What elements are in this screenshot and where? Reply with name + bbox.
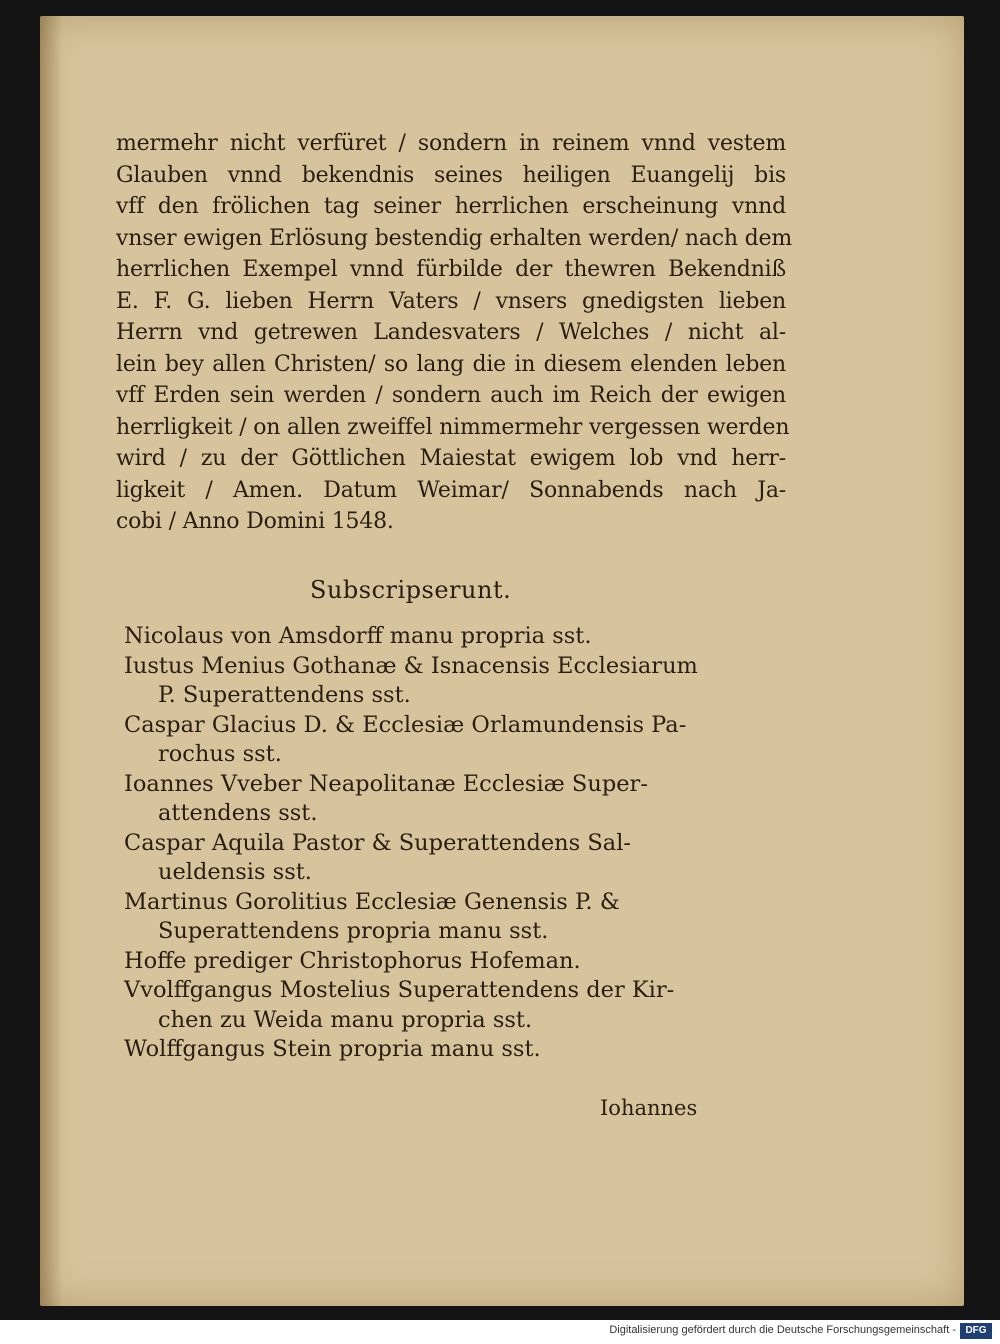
subscriber-line: Caspar Glacius D. & Ecclesiæ Orlamundensis Pa- bbox=[124, 711, 687, 738]
subscriber-line: Iustus Menius Gothanæ & Isnacensis Ecclesiarum bbox=[124, 652, 698, 679]
body-line: ligkeit / Amen. Datum Weimar/ Sonnabends nach Ja- bbox=[116, 477, 786, 503]
footer-bar bbox=[0, 1320, 1000, 1344]
subscriber-line: chen zu Weida manu propria sst. bbox=[158, 1006, 533, 1033]
subscriber-line: attendens sst. bbox=[158, 800, 318, 826]
funding-credit: Digitalisierung gefördert durch die Deutsche Forschungsgemeinschaft - bbox=[609, 1324, 956, 1336]
body-line: vnser ewigen Erlösung bestendig erhalten werden/ nach dem bbox=[116, 225, 793, 251]
subscriber-line: Wolffgangus Stein propria manu sst. bbox=[124, 1036, 541, 1062]
body-line: lein bey allen Christen/ so lang die in diesem elenden leben bbox=[116, 351, 786, 377]
body-line: herrligkeit / on allen zweiffel nimmermehr vergessen werden bbox=[116, 414, 790, 440]
body-text bbox=[116, 128, 793, 538]
body-line: Herrn vnd getrewen Landesvaters / Welches / nicht al- bbox=[116, 320, 786, 345]
body-line: herrlichen Exempel vnnd fürbilde der thewren Bekendniß bbox=[116, 257, 786, 282]
book-page bbox=[40, 16, 964, 1306]
subscriber-line: Hoffe prediger Christophorus Hofeman. bbox=[124, 947, 581, 974]
subscriber-line: rochus sst. bbox=[158, 741, 282, 767]
subscriber-line: Nicolaus von Amsdorff manu propria sst. bbox=[124, 623, 592, 649]
body-line: mermehr nicht verfüret / sondern in reinem vnnd vestem bbox=[116, 131, 786, 156]
body-line: wird / zu der Göttlichen Maiestat ewigem lob vnd herr- bbox=[116, 446, 786, 471]
subscriber-line: ueldensis sst. bbox=[158, 859, 312, 885]
body-line: cobi / Anno Domini 1548. bbox=[116, 509, 394, 534]
subscriber-line: Caspar Aquila Pastor & Superattendens Sal- bbox=[124, 829, 631, 856]
body-line: E. F. G. lieben Herrn Vaters / vnsers gnedigsten lieben bbox=[116, 288, 786, 314]
catchword: Iohannes bbox=[600, 1096, 698, 1120]
subscriber-line: Ioannes Vveber Neapolitanæ Ecclesiæ Super- bbox=[124, 770, 648, 797]
dfg-logo-icon: DFG bbox=[960, 1323, 992, 1339]
body-line: vff den frölichen tag seiner herrlichen erscheinung vnnd bbox=[116, 194, 786, 219]
subscriber-list bbox=[124, 622, 764, 1065]
section-heading: Subscripserunt. bbox=[310, 576, 512, 604]
body-line: vff Erden sein werden / sondern auch im Reich der ewigen bbox=[116, 383, 786, 408]
subscriber-line: Martinus Gorolitius Ecclesiæ Genensis P. & bbox=[124, 888, 620, 915]
body-line: Glauben vnnd bekendnis seines heiligen Euangelij bis bbox=[116, 162, 786, 188]
subscriber-line: P. Superattendens sst. bbox=[158, 682, 411, 708]
subscriber-line: Vvolffgangus Mostelius Superattendens der Kir- bbox=[124, 977, 675, 1003]
subscriber-line: Superattendens propria manu sst. bbox=[158, 918, 549, 944]
